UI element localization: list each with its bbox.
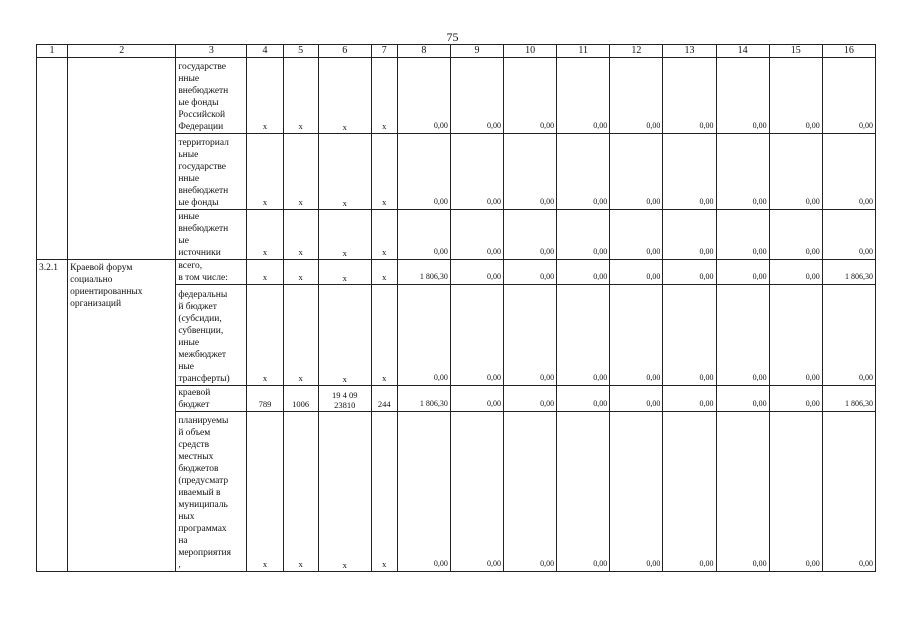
amount-cell: 0,00 [663,260,716,285]
vr-code-cell: x [371,285,397,386]
csr-code-cell [318,285,371,386]
column-header: 16 [822,45,875,58]
funding-source-label: планируемы й объем средств местных бюджетов (предусматр иваемый в муниципаль ных программах на мероприятия , [178,416,231,570]
csr-code-text: x [342,374,347,384]
csr-code-text: x [342,560,347,570]
amount-cell: 1 806,30 [397,386,450,412]
amount-cell: 0,00 [822,412,875,572]
vr-code-cell: x [371,412,397,572]
funding-source-cell [176,260,247,285]
csr-code-text: x [342,198,347,208]
amount-cell: 0,00 [822,58,875,134]
amount-cell: 0,00 [663,134,716,210]
section-name-text: Краевой форум социально ориентированных организаций [70,263,143,309]
amount-cell: 0,00 [769,386,822,412]
csr-code-cell [318,58,371,134]
funding-source-label: иные внебюджетн ые источники [178,212,229,258]
rz-pr-code-cell: x [283,260,318,285]
funding-source-label: краевой бюджет [178,388,211,410]
amount-cell: 0,00 [769,134,822,210]
event-name-cell [68,58,176,260]
vr-code-cell: 244 [371,386,397,412]
column-header: 14 [716,45,769,58]
column-header-row [37,45,876,58]
amount-cell: 0,00 [557,412,610,572]
amount-cell: 0,00 [397,412,450,572]
amount-cell: 0,00 [504,58,557,134]
amount-cell: 1 806,30 [397,260,450,285]
amount-cell: 0,00 [504,412,557,572]
table-row [37,260,876,285]
page-number: 75 [446,30,459,44]
column-header: 3 [176,45,247,58]
csr-code-cell [318,412,371,572]
amount-cell: 0,00 [822,285,875,386]
amount-cell: 0,00 [663,386,716,412]
amount-cell: 0,00 [716,386,769,412]
amount-cell: 0,00 [822,210,875,260]
amount-cell: 0,00 [769,58,822,134]
amount-cell: 0,00 [504,134,557,210]
gr-code-cell: x [247,210,283,260]
column-header: 9 [450,45,503,58]
column-header: 5 [283,45,318,58]
vr-code-cell: x [371,58,397,134]
column-header: 1 [37,45,68,58]
gr-code-cell: x [247,285,283,386]
amount-cell: 0,00 [504,386,557,412]
gr-code-cell: x [247,412,283,572]
amount-cell: 0,00 [504,285,557,386]
column-header: 10 [504,45,557,58]
amount-cell: 0,00 [397,58,450,134]
amount-cell: 0,00 [557,58,610,134]
column-header: 7 [371,45,397,58]
amount-cell: 0,00 [557,285,610,386]
column-header: 13 [663,45,716,58]
amount-cell: 0,00 [716,210,769,260]
amount-cell: 0,00 [610,285,663,386]
csr-code-cell [318,260,371,285]
budget-table [36,44,876,572]
amount-cell: 0,00 [557,210,610,260]
funding-source-cell [176,58,247,134]
amount-cell: 1 806,30 [822,260,875,285]
amount-cell: 0,00 [769,210,822,260]
vr-code-cell: x [371,210,397,260]
amount-cell: 1 806,30 [822,386,875,412]
rz-pr-code-cell: x [283,412,318,572]
column-header: 8 [397,45,450,58]
funding-source-cell [176,412,247,572]
funding-source-label: государстве нные внебюджетн ые фонды Российской Федерации [178,62,229,132]
amount-cell: 0,00 [769,260,822,285]
row-number-cell [37,58,68,260]
amount-cell: 0,00 [610,260,663,285]
amount-cell: 0,00 [610,58,663,134]
amount-cell: 0,00 [450,285,503,386]
amount-cell: 0,00 [769,285,822,386]
amount-cell: 0,00 [450,210,503,260]
funding-source-label: всего, в том числе: [178,261,228,283]
rz-pr-code-cell: x [283,134,318,210]
amount-cell: 0,00 [716,260,769,285]
vr-code-cell: x [371,260,397,285]
column-header: 11 [557,45,610,58]
amount-cell: 0,00 [450,58,503,134]
amount-cell: 0,00 [450,386,503,412]
rz-pr-code-cell: x [283,58,318,134]
column-header: 4 [247,45,283,58]
amount-cell: 0,00 [557,260,610,285]
amount-cell: 0,00 [450,134,503,210]
funding-source-cell [176,285,247,386]
amount-cell: 0,00 [397,210,450,260]
amount-cell: 0,00 [663,58,716,134]
section-number: 3.2.1 [37,260,68,572]
gr-code-cell: x [247,58,283,134]
section-name [68,260,176,572]
column-header: 2 [68,45,176,58]
rz-pr-code-cell: x [283,210,318,260]
amount-cell: 0,00 [822,134,875,210]
csr-code-cell [318,210,371,260]
amount-cell: 0,00 [716,134,769,210]
amount-cell: 0,00 [397,134,450,210]
amount-cell: 0,00 [450,412,503,572]
rz-pr-code-cell: x [283,285,318,386]
funding-source-label: территориал ьные государстве нные внебюджетн ые фонды [178,138,229,208]
gr-code-cell: 789 [247,386,283,412]
gr-code-cell: x [247,134,283,210]
gr-code-cell: x [247,260,283,285]
table-row [37,58,876,134]
csr-code-text: x [342,273,347,283]
amount-cell: 0,00 [716,412,769,572]
vr-code-cell: x [371,134,397,210]
amount-cell: 0,00 [557,386,610,412]
amount-cell: 0,00 [716,58,769,134]
funding-source-cell [176,134,247,210]
amount-cell: 0,00 [610,134,663,210]
column-header: 12 [610,45,663,58]
amount-cell: 0,00 [610,386,663,412]
funding-source-cell [176,386,247,412]
amount-cell: 0,00 [716,285,769,386]
amount-cell: 0,00 [663,285,716,386]
amount-cell: 0,00 [557,134,610,210]
amount-cell: 0,00 [610,210,663,260]
amount-cell: 0,00 [663,210,716,260]
amount-cell: 0,00 [397,285,450,386]
rz-pr-code-cell: 1006 [283,386,318,412]
funding-source-cell [176,210,247,260]
csr-code-text: x [342,248,347,258]
amount-cell: 0,00 [450,260,503,285]
amount-cell: 0,00 [769,412,822,572]
funding-source-label: федеральны й бюджет (субсидии, субвенции, иные межбюджет ные трансферты) [178,290,230,384]
amount-cell: 0,00 [504,260,557,285]
amount-cell: 0,00 [663,412,716,572]
column-header: 15 [769,45,822,58]
csr-code-cell [318,386,371,412]
csr-code-text: x [342,122,347,132]
amount-cell: 0,00 [610,412,663,572]
column-header: 6 [318,45,371,58]
csr-code-text: 19 4 09 23810 [331,390,358,410]
amount-cell: 0,00 [504,210,557,260]
csr-code-cell [318,134,371,210]
